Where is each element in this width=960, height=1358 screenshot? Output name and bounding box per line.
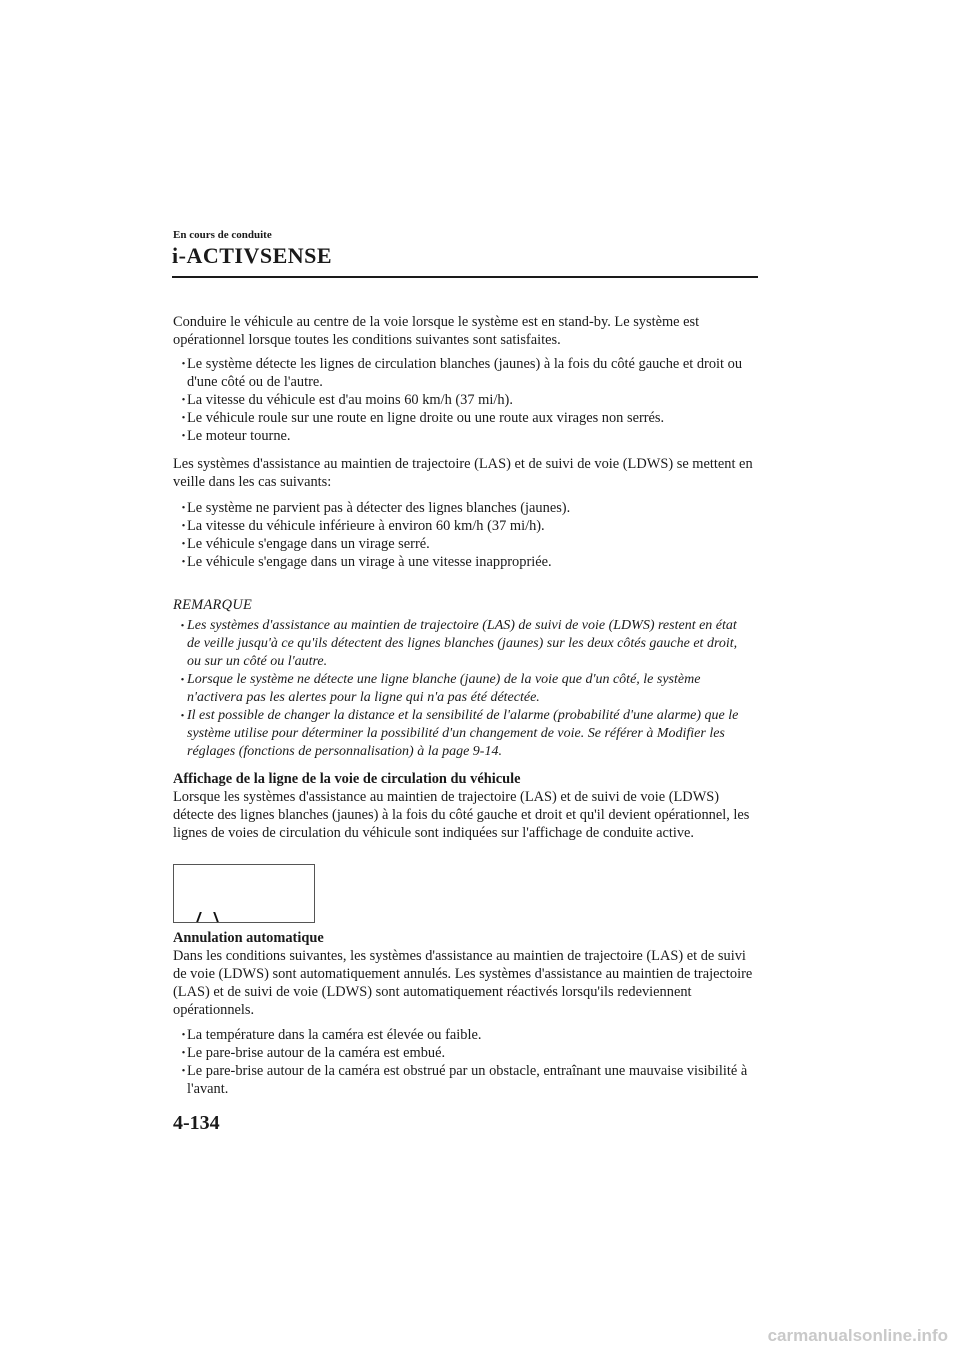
lane-display-text: Lorsque les systèmes d'assistance au maintien de trajectoire (LAS) et de suivi de voie (LDWS) détecte des lignes blanches (jaunes) à la fois du côté gauche et droit et qu'il devient opérationnel, les lignes de voies de circulation du véhicule sont indiquées sur l'affichage de conduite active. (173, 789, 750, 841)
bullet-icon: ・ (177, 1045, 191, 1060)
operating-conditions-list (177, 355, 762, 445)
list-item: ・ Le système ne parvient pas à détecter des lignes blanches (jaunes). (177, 500, 571, 516)
bullet-icon: ・ (177, 536, 191, 551)
bullet-icon: ・ (176, 672, 190, 687)
standby-intro-paragraph: Les systèmes d'assistance au maintien de trajectoire (LAS) et de suivi de voie (LDWS) se mettent en veille dans les cas suivants: (173, 456, 753, 490)
bullet-icon: ・ (176, 708, 190, 723)
list-item: ・ Le pare-brise autour de la caméra est obstrué par un obstacle, entraînant une mauvaise visibilité à l'avant. (177, 1063, 748, 1097)
list-item: ・ La vitesse du véhicule est d'au moins 60 km/h (37 mi/h). (177, 392, 513, 408)
list-item: ・ La température dans la caméra est élevée ou faible. (177, 1027, 482, 1043)
bullet-icon: ・ (177, 1027, 191, 1042)
bullet-icon: ・ (177, 554, 191, 569)
bullet-icon: ・ (177, 356, 191, 371)
watermark: carmanualsonline.info (767, 1326, 948, 1345)
list-item: ・ Le système détecte les lignes de circulation blanches (jaunes) à la fois du côté gauche et droit ou d'une côté ou de l'autre. (177, 356, 743, 390)
note-item: ・ Les systèmes d'assistance au maintien de trajectoire (LAS) de suivi de voie (LDWS) restent en état de veille jusqu'à ce qu'ils détectent des lignes blanches (jaunes) sur les deux côtés gauche et droit, ou sur un côté ou l'autre. (176, 618, 738, 669)
lane-display-section (173, 770, 763, 842)
right-lane-line-icon (213, 912, 219, 922)
auto-cancel-text: Dans les conditions suivantes, les systèmes d'assistance au maintien de trajectoire (LAS) et de suivi de voie (LDWS) sont automatiquement annulés. Les systèmes d'assistance au maintien de trajectoire (LAS) et de suivi de voie (LDWS) sont automatiquement réactivés lorsqu'ils redeviennent opérationnels. (173, 948, 753, 1018)
list-item: ・ Le véhicule s'engage dans un virage serré. (177, 536, 430, 552)
note-title: REMARQUE (173, 597, 253, 613)
list-item: ・ La vitesse du véhicule inférieure à environ 60 km/h (37 mi/h). (177, 518, 545, 534)
bullet-icon: ・ (177, 392, 191, 407)
list-item: ・ Le pare-brise autour de la caméra est embué. (177, 1045, 446, 1061)
chapter-title: i-ACTIVSENSE (172, 243, 333, 268)
section-label: En cours de conduite (173, 229, 272, 241)
bullet-icon: ・ (177, 428, 191, 443)
note-item: ・ Lorsque le système ne détecte une ligne blanche (jaune) de la voie que d'un côté, le système n'activera pas les alertes pour la ligne qui n'a pas été détectée. (176, 672, 701, 705)
intro-paragraph: Conduire le véhicule au centre de la voie lorsque le système est en stand-by. Le système est opérationnel lorsque toutes les conditions suivantes sont satisfaites. (173, 314, 700, 348)
note-item: ・ Il est possible de changer la distance et la sensibilité de l'alarme (probabilité d'une alarme) que le système utilise pour déterminer la possibilité d'un changement de voie. Se référer à Modifier les réglages (fonctions de personnalisation) à la page 9-14. (176, 708, 739, 759)
bullet-icon: ・ (177, 500, 191, 515)
lane-display-heading: Affichage de la ligne de la voie de circulation du véhicule (173, 771, 521, 787)
note-list (176, 617, 751, 761)
header-divider (172, 276, 758, 278)
list-item: ・ Le moteur tourne. (177, 428, 291, 444)
left-lane-line-icon (196, 912, 202, 922)
auto-cancel-section (173, 929, 763, 1019)
bullet-icon: ・ (177, 1063, 191, 1078)
list-item: ・ Le véhicule roule sur une route en ligne droite ou une route aux virages non serrés. (177, 410, 665, 426)
list-item: ・ Le véhicule s'engage dans un virage à une vitesse inappropriée. (177, 554, 552, 570)
active-driving-display-illustration (173, 864, 315, 923)
bullet-icon: ・ (176, 618, 190, 633)
standby-cases-list (177, 499, 762, 571)
auto-cancel-heading: Annulation automatique (173, 930, 324, 946)
page-number: 4-134 (173, 1112, 220, 1134)
bullet-icon: ・ (177, 410, 191, 425)
bullet-icon: ・ (177, 518, 191, 533)
auto-cancel-list (177, 1026, 762, 1098)
